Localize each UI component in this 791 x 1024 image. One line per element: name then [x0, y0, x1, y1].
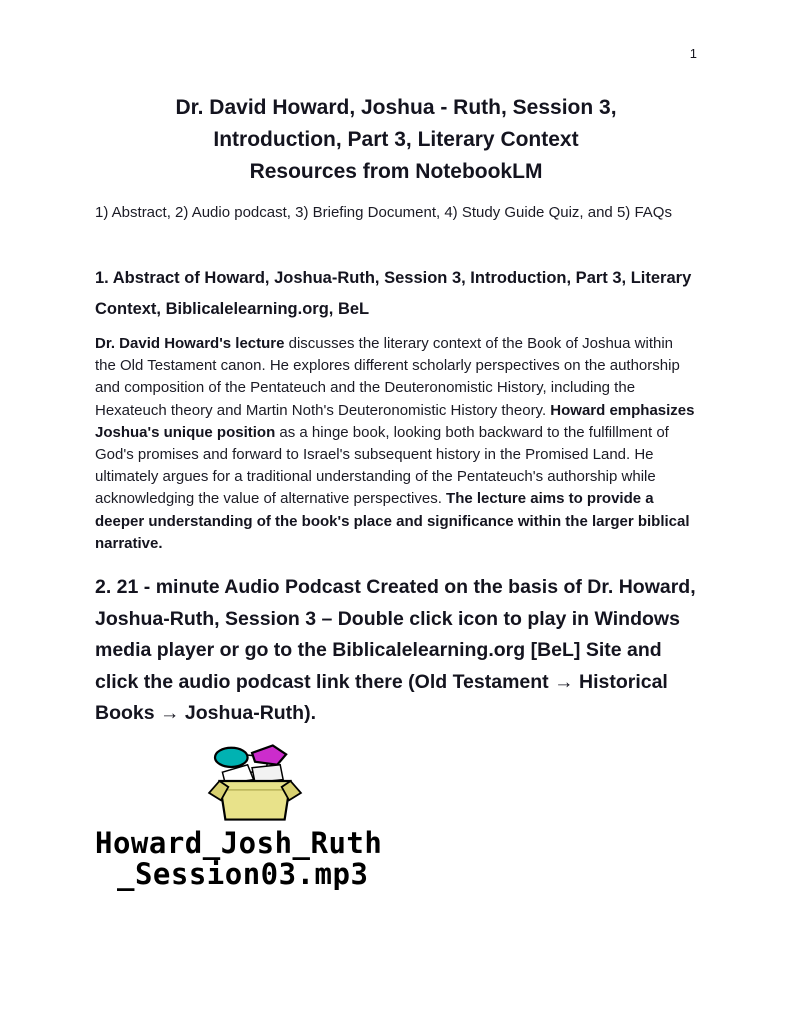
abstract-bold-3: The lecture aims to provide a deeper understanding of the book's place and significance within the larger biblical narrative. — [95, 490, 690, 552]
icon-box-front — [219, 781, 290, 820]
icon-teal-disc — [215, 747, 248, 766]
audio-file-name-line-2[interactable]: _Session03.mp3 — [117, 856, 369, 891]
icon-magenta-shape — [252, 745, 286, 764]
abstract-text-2: as a hinge book, looking both backward to the fulfillment of God's promises and forward to Israel's subsequent history in the Promised Land. He ultimately argues for a traditional understanding of the Pentateuch's authorship while acknowledging the value of alternative perspectives. — [95, 423, 669, 508]
abstract-bold-lead: Dr. David Howard's lecture — [95, 335, 285, 352]
abstract-text-1: discusses the literary context of the Book of Joshua within the Old Testament canon. He explores different scholarly perspectives on the authorship and composition of the Pentateuch and the Deuteronomistic History, including the Hexateuch theory and Martin Noth's Deuteronomistic History theory. — [95, 335, 680, 419]
abstract-bold-2: Howard emphasizes Joshua's unique position — [95, 401, 695, 441]
abstract-paragraph — [95, 333, 697, 555]
audio-package-icon-svg — [207, 744, 303, 824]
abstract-section-heading: 1. Abstract of Howard, Joshua-Ruth, Session 3, Introduction, Part 3, Literary Context, Biblicalelearning.org, BeL — [95, 269, 692, 318]
audio-file-name[interactable] — [95, 825, 697, 891]
resources-list-line: 1) Abstract, 2) Audio podcast, 3) Briefing Document, 4) Study Guide Quiz, and 5) FAQs — [95, 204, 672, 221]
document-title-line-1: Dr. David Howard, Joshua - Ruth, Session 3, — [175, 96, 617, 119]
icon-paper-right — [252, 764, 283, 782]
audio-podcast-object — [95, 744, 697, 890]
audio-package-icon[interactable] — [207, 744, 303, 824]
document-title — [95, 92, 697, 188]
document-title-line-3: Resources from NotebookLM — [249, 160, 543, 183]
document-title-line-2: Introduction, Part 3, Literary Context — [213, 128, 579, 151]
podcast-section-heading: 2. 21 - minute Audio Podcast Created on the basis of Dr. Howard, Joshua-Ruth, Session 3 – Double click icon to play in Windows media player or go to the Biblicalelearning.org [BeL] Site and click the audio podcast link there (Old Testament → Historical Books → Joshua-Ruth). — [95, 576, 696, 725]
page-number: 1 — [689, 46, 697, 61]
document-content — [95, 92, 697, 890]
audio-file-name-line-1[interactable]: Howard_Josh_Ruth — [95, 825, 383, 860]
